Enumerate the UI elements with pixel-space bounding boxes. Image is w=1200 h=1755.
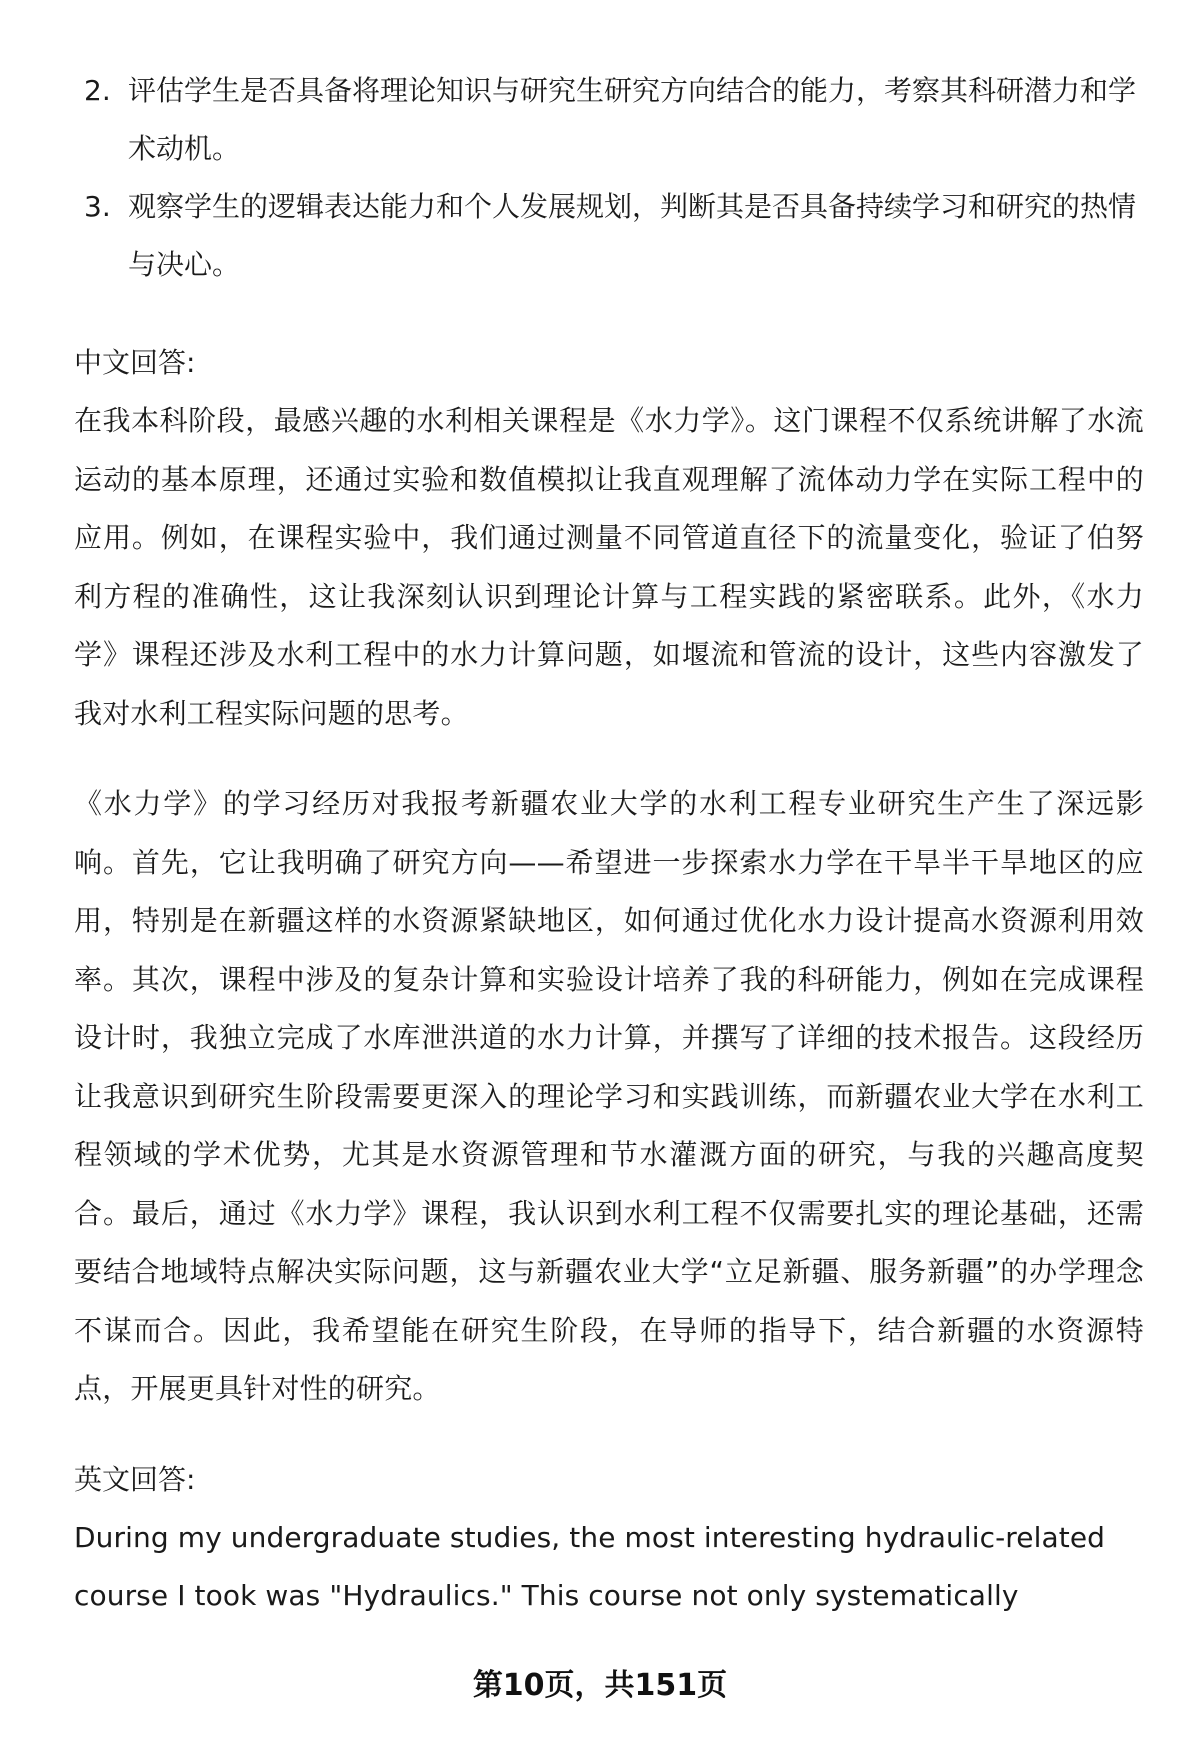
english-answer-line-2: course I took was "Hydraulics." This course not only systematically bbox=[74, 1578, 1019, 1612]
chinese-answer-paragraph-1: 在我本科阶段，最感兴趣的水利相关课程是《水力学》。这门课程不仅系统讲解了水流运动的基本原理，还通过实验和数值模拟让我直观理解了流体动力学在实际工程中的应用。例如，在课程实验中，我们通过测量不同管道直径下的流量变化，验证了伯努利方程的准确性，这让我深刻认识到理论计算与工程实践的紧密联系。此外，《水力学》课程还涉及水利工程中的水力计算问题，如堰流和管流的设计，这些内容激发了我对水利工程实际问题的思考。 bbox=[74, 404, 1144, 730]
list-item-text: 评估学生是否具备将理论知识与研究生研究方向结合的能力，考察其科研潜力和学术动机。 bbox=[128, 74, 1137, 165]
list-item bbox=[74, 178, 1144, 294]
list-item bbox=[74, 62, 1144, 178]
chinese-answer-heading: 中文回答: bbox=[74, 346, 196, 379]
page-number-footer: 第10页，共151页 bbox=[472, 1668, 728, 1703]
chinese-answer-paragraph-2: 《水力学》的学习经历对我报考新疆农业大学的水利工程专业研究生产生了深远影响。首先，它让我明确了研究方向——希望进一步探索水力学在干旱半干旱地区的应用，特别是在新疆这样的水资源紧缺地区，如何通过优化水力设计提高水资源利用效率。其次，课程中涉及的复杂计算和实验设计培养了我的科研能力，例如在完成课程设计时，我独立完成了水库泄洪道的水力计算，并撰写了详细的技术报告。这段经历让我意识到研究生阶段需要更深入的理论学习和实践训练，而新疆农业大学在水利工程领域的学术优势，尤其是水资源管理和节水灌溉方面的研究，与我的兴趣高度契合。最后，通过《水力学》课程，我认识到水利工程不仅需要扎实的理论基础，还需要结合地域特点解决实际问题，这与新疆农业大学“立足新疆、服务新疆”的办学理念不谋而合。因此，我希望能在研究生阶段，在导师的指导下，结合新疆的水资源特点，开展更具针对性的研究。 bbox=[74, 787, 1144, 1405]
english-answer-line-1: During my undergraduate studies, the most interesting hydraulic-related bbox=[74, 1520, 1106, 1554]
list-item-number: 2. bbox=[84, 74, 111, 107]
list-item-number: 3. bbox=[84, 190, 111, 223]
english-answer-heading: 英文回答: bbox=[74, 1462, 196, 1496]
document-page bbox=[74, 62, 1144, 1625]
list-item-text: 观察学生的逻辑表达能力和个人发展规划，判断其是否具备持续学习和研究的热情与决心。 bbox=[128, 190, 1137, 281]
